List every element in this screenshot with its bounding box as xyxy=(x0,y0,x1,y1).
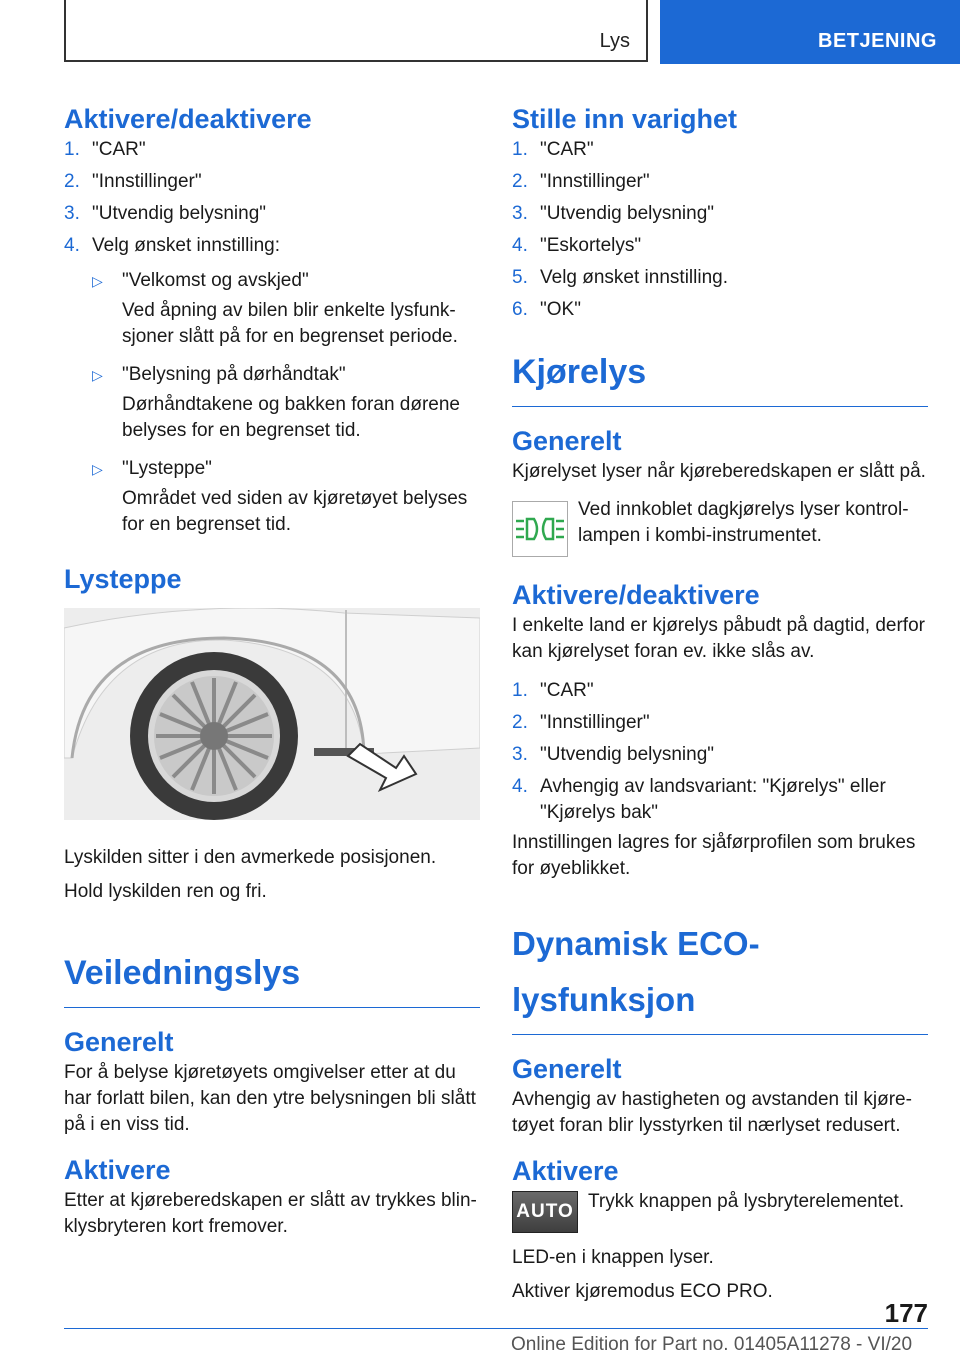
paragraph: Ved innkoblet dagkjørelys lyser kontrol-lampen i kombi-instrumentet. xyxy=(578,499,909,546)
paragraph: Avhengig av hastigheten og avstanden til kjøre-tøyet foran blir lysstyrken til nærlyset redusert. xyxy=(512,1089,912,1136)
section-title: Generelt xyxy=(512,426,622,456)
section-title: Generelt xyxy=(64,1027,174,1057)
list-item xyxy=(512,739,928,771)
option-description: Området ved siden av kjøretøyet belyses for en begrenset tid. xyxy=(122,488,468,535)
triangle-bullet-icon: ▷ xyxy=(92,461,103,477)
step-text: "Innstillinger" xyxy=(92,171,202,192)
list-item xyxy=(512,166,928,198)
step-number: 6. xyxy=(512,299,528,320)
list-item xyxy=(92,268,480,294)
step-list xyxy=(64,134,480,262)
header-frame xyxy=(64,0,648,62)
step-text: Velg ønsket innstilling: xyxy=(92,235,280,256)
chapter-heading: Dynamisk ECO-lysfunksjon xyxy=(512,916,928,1035)
car-wheel-photo xyxy=(64,608,480,820)
option-description: Dørhåndtakene og bakken foran dørene belyses for en begrenset tid. xyxy=(122,394,460,441)
step-text: "OK" xyxy=(540,299,581,320)
step-text: "CAR" xyxy=(540,139,594,160)
step-text: "Innstillinger" xyxy=(540,712,650,733)
option-title: "Belysning på dørhåndtak" xyxy=(122,364,346,385)
triangle-bullet-icon: ▷ xyxy=(92,273,103,289)
list-item xyxy=(512,707,928,739)
auto-label: AUTO xyxy=(516,1201,574,1222)
daytime-running-light-icon xyxy=(512,501,568,557)
footer-divider xyxy=(64,1328,928,1329)
chapter-heading: Veiledningslys xyxy=(64,945,480,1008)
section-title: Aktivere xyxy=(64,1155,171,1185)
step-number: 1. xyxy=(64,139,80,160)
paragraph: I enkelte land er kjørelys påbudt på dagtid, derfor kan kjørelyset foran ev. ikke slås av. xyxy=(512,615,925,662)
left-column xyxy=(64,96,480,1240)
paragraph: Trykk knappen på lysbryterelementet. xyxy=(588,1191,905,1212)
paragraph: Kjørelyset lyser når kjøreberedskapen er slått på. xyxy=(512,461,926,482)
step-number: 4. xyxy=(512,776,528,797)
indicator-note xyxy=(512,497,928,557)
step-number: 4. xyxy=(64,235,80,256)
list-item xyxy=(512,262,928,294)
list-item xyxy=(512,294,928,326)
step-text: "Eskortelys" xyxy=(540,235,642,256)
right-column xyxy=(512,96,928,1305)
paragraph: Hold lyskilden ren og fri. xyxy=(64,881,267,902)
step-text: "Utvendig belysning" xyxy=(540,203,715,224)
step-number: 3. xyxy=(512,203,528,224)
step-number: 3. xyxy=(64,203,80,224)
step-text: "CAR" xyxy=(92,139,146,160)
list-item xyxy=(64,166,480,198)
option-title: "Lysteppe" xyxy=(122,458,212,479)
list-item xyxy=(92,456,480,482)
section-title: Aktivere/deaktivere xyxy=(64,104,312,134)
step-text: Avhengig av landsvariant: "Kjørelys" eller "Kjørelys bak" xyxy=(540,776,886,823)
triangle-bullet-icon: ▷ xyxy=(92,367,103,383)
list-item xyxy=(512,198,928,230)
paragraph: Innstillingen lagres for sjåførprofilen som brukes for øyeblikket. xyxy=(512,832,916,879)
paragraph: Lyskilden sitter i den avmerkede posisjonen. xyxy=(64,847,437,868)
list-item xyxy=(512,771,928,826)
chapter-heading: Kjørelys xyxy=(512,344,928,407)
paragraph: LED-en i knappen lyser. xyxy=(512,1247,714,1268)
step-text: "Utvendig belysning" xyxy=(92,203,267,224)
step-list xyxy=(512,134,928,326)
auto-button-icon xyxy=(512,1191,578,1233)
step-number: 1. xyxy=(512,139,528,160)
list-item xyxy=(92,362,480,388)
step-text: "CAR" xyxy=(540,680,594,701)
chapter-label: BETJENING xyxy=(818,30,937,52)
page-number: 177 xyxy=(884,1298,928,1328)
section-title: Lysteppe xyxy=(64,564,182,594)
step-number: 2. xyxy=(512,712,528,733)
footer-edition: Online Edition for Part no. 01405A11278 - VI/20 xyxy=(511,1334,913,1355)
header-section: Lys xyxy=(599,30,630,52)
list-item xyxy=(512,675,928,707)
step-text: "Utvendig belysning" xyxy=(540,744,715,765)
list-item xyxy=(64,198,480,230)
step-number: 3. xyxy=(512,744,528,765)
step-number: 4. xyxy=(512,235,528,256)
auto-button-note xyxy=(512,1189,928,1233)
step-text: Velg ønsket innstilling. xyxy=(540,267,728,288)
section-title: Generelt xyxy=(512,1054,622,1084)
section-title: Stille inn varighet xyxy=(512,104,738,134)
list-item xyxy=(64,230,480,262)
list-item xyxy=(512,230,928,262)
step-number: 2. xyxy=(64,171,80,192)
step-number: 5. xyxy=(512,267,528,288)
step-text: "Innstillinger" xyxy=(540,171,650,192)
paragraph: Etter at kjøreberedskapen er slått av trykkes blin-klysbryteren kort fremover. xyxy=(64,1190,477,1237)
step-number: 2. xyxy=(512,171,528,192)
chapter-tab xyxy=(660,0,960,64)
option-title: "Velkomst og avskjed" xyxy=(122,270,309,291)
option-list xyxy=(64,268,480,538)
step-list xyxy=(512,675,928,826)
step-number: 1. xyxy=(512,680,528,701)
paragraph: For å belyse kjøretøyets omgivelser etter at du har forlatt bilen, kan den ytre belysningen bli slått på i en viss tid. xyxy=(64,1062,476,1135)
paragraph: Aktiver kjøremodus ECO PRO. xyxy=(512,1281,773,1302)
section-title: Aktivere xyxy=(512,1156,619,1186)
option-description: Ved åpning av bilen blir enkelte lysfunk-sjoner slått på for en begrenset periode. xyxy=(122,300,458,347)
section-title: Aktivere/deaktivere xyxy=(512,580,760,610)
